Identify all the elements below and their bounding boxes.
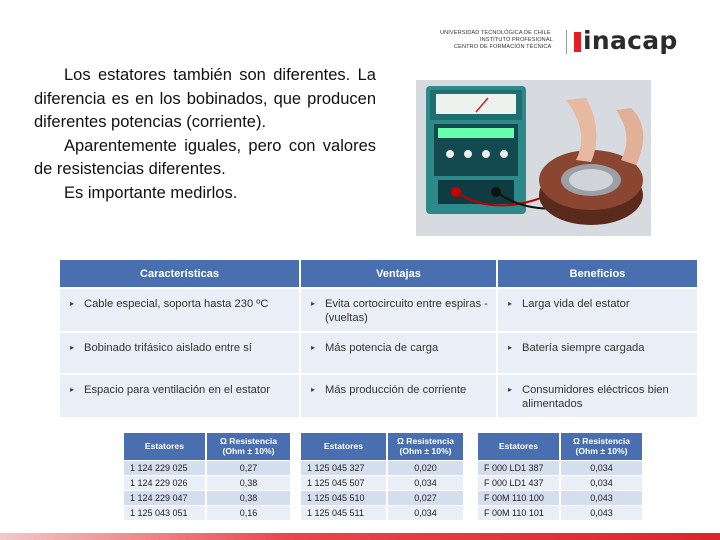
- stator-code: 1 125 045 510: [301, 490, 387, 505]
- stator-code: 1 125 045 511: [301, 505, 387, 520]
- stator-code: F 000 LD1 387: [478, 460, 560, 475]
- resistance-value: 0,034: [560, 460, 642, 475]
- table-row: [124, 505, 290, 520]
- table-row: [478, 490, 642, 505]
- features-table: [60, 260, 697, 417]
- bottom-accent-bar: [0, 533, 720, 540]
- stator-code: 1 124 229 047: [124, 490, 206, 505]
- stator-code: F 000 LD1 437: [478, 475, 560, 490]
- header-beneficios: Beneficios: [497, 260, 697, 288]
- logo-line-2: INSTITUTO PROFESIONAL: [480, 37, 553, 43]
- header-resistencia: Ω Resistencia (Ohm ± 10%): [206, 433, 290, 460]
- table-row: [478, 460, 642, 475]
- header-caracteristicas: Características: [60, 260, 300, 288]
- table-row: [124, 475, 290, 490]
- stator-code: 1 125 043 051: [124, 505, 206, 520]
- table-row: [478, 475, 642, 490]
- resistance-header-row: [124, 433, 290, 460]
- logo-divider: [566, 30, 567, 54]
- table-row: [301, 490, 463, 505]
- resistance-value: 0,043: [560, 490, 642, 505]
- table-row: [301, 460, 463, 475]
- logo-red-mark: [574, 32, 581, 52]
- paragraph-line-1: Los estatores también son diferentes. La diferencia es en los bobinados, que producen diferentes potencias (corriente).: [34, 66, 376, 131]
- logo-line-3: CENTRO DE FORMACIÓN TÉCNICA: [454, 44, 552, 50]
- table-row: [478, 505, 642, 520]
- table-row: [60, 332, 697, 374]
- stator-code: 1 124 229 026: [124, 475, 206, 490]
- resistance-value: 0,27: [206, 460, 290, 475]
- resistance-value: 0,034: [560, 475, 642, 490]
- table-cell: ▸ Espacio para ventilación en el estator: [60, 374, 300, 417]
- table-cell: ▸ Batería siempre cargada: [497, 332, 697, 374]
- logo-line-1: UNIVERSIDAD TECNOLÓGICA DE CHILE: [440, 30, 551, 36]
- resistance-table-3: [478, 433, 642, 520]
- stator-code: 1 125 045 327: [301, 460, 387, 475]
- resistance-value: 0,027: [387, 490, 463, 505]
- resistance-value: 0,38: [206, 475, 290, 490]
- resistance-value: 0,043: [560, 505, 642, 520]
- inacap-logo: [440, 28, 685, 60]
- resistance-table-1: [124, 433, 290, 520]
- table-cell: ▸ Evita cortocircuito entre espiras - (vueltas): [300, 288, 497, 332]
- resistance-value: 0,020: [387, 460, 463, 475]
- header-estatores: Estatores: [301, 433, 387, 460]
- resistance-value: 0,16: [206, 505, 290, 520]
- paragraph-line-2: Aparentemente iguales, pero con valores de resistencias diferentes.: [34, 136, 376, 178]
- resistance-header-row: [478, 433, 642, 460]
- logo-institution-text: [440, 30, 560, 51]
- resistance-value: 0,38: [206, 490, 290, 505]
- intro-paragraph: [34, 64, 376, 205]
- table-row: [301, 475, 463, 490]
- header-ventajas: Ventajas: [300, 260, 497, 288]
- stator-code: 1 125 045 507: [301, 475, 387, 490]
- table-row: [301, 505, 463, 520]
- table-row: [124, 460, 290, 475]
- table-row: [60, 288, 697, 332]
- stator-code: F 00M 110 101: [478, 505, 560, 520]
- resistance-value: 0,034: [387, 475, 463, 490]
- table-cell: ▸ Larga vida del estator: [497, 288, 697, 332]
- table-cell: ▸ Consumidores eléctricos bien alimentados: [497, 374, 697, 417]
- resistance-table-2: [301, 433, 463, 520]
- header-resistencia: Ω Resistencia (Ohm ± 10%): [387, 433, 463, 460]
- table-cell: ▸ Más producción de corriente: [300, 374, 497, 417]
- table-row: [60, 374, 697, 417]
- stator-code: F 00M 110 100: [478, 490, 560, 505]
- logo-wordmark: inacap: [583, 26, 678, 55]
- table-cell: ▸ Bobinado trifásico aislado entre sí: [60, 332, 300, 374]
- multimeter-stator-illustration: [416, 80, 651, 236]
- stator-code: 1 124 229 025: [124, 460, 206, 475]
- header-estatores: Estatores: [478, 433, 560, 460]
- header-estatores: Estatores: [124, 433, 206, 460]
- table-cell: ▸ Más potencia de carga: [300, 332, 497, 374]
- table-cell: ▸ Cable especial, soporta hasta 230 ºC: [60, 288, 300, 332]
- header-resistencia: Ω Resistencia (Ohm ± 10%): [560, 433, 642, 460]
- stator-measurement-photo: [416, 80, 651, 236]
- resistance-value: 0,034: [387, 505, 463, 520]
- paragraph-line-3: Es importante medirlos.: [64, 183, 238, 202]
- table-row: [124, 490, 290, 505]
- features-header-row: [60, 260, 697, 288]
- resistance-header-row: [301, 433, 463, 460]
